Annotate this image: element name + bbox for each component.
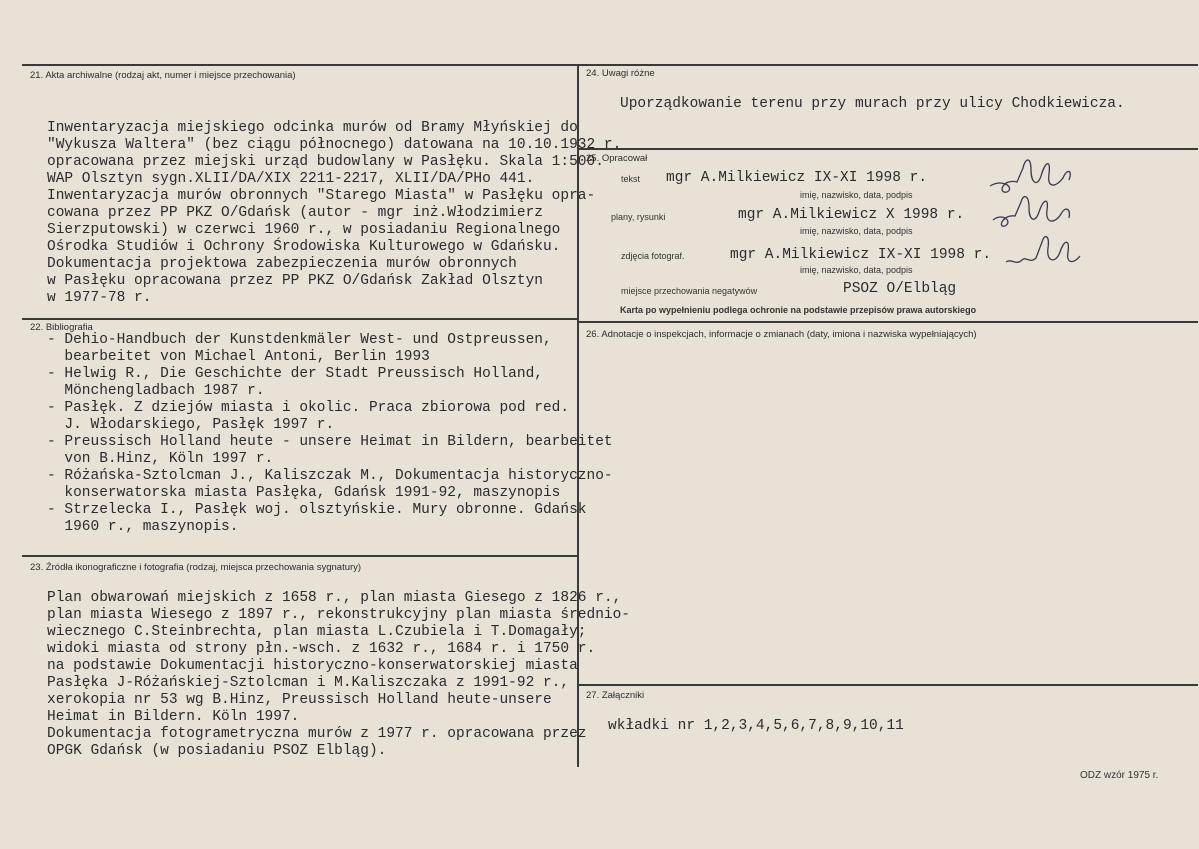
bibliography-line: J. Włodarskiego, Pasłęk 1997 r.	[47, 417, 335, 433]
bibliography-line: - Dehio-Handbuch der Kunstdenkmäler West- und Ostpreussen,	[47, 332, 552, 348]
archive-line: opracowana przez miejski urząd budowlany w Pasłęku. Skala 1:500.	[47, 154, 604, 170]
bibliography-line: bearbeitet von Michael Antoni, Berlin 1993	[47, 349, 430, 365]
signature-zdjecia	[1000, 228, 1110, 273]
section-25-label: 25. Opracował	[586, 153, 648, 164]
archive-line: w Pasłęku opracowana przez PP PKZ O/Gdańsk Zakład Olsztyn	[47, 273, 543, 289]
top-rule	[22, 64, 1198, 66]
row-tekst-value: mgr A.Milkiewicz IX-XI 1998 r.	[666, 170, 928, 186]
bibliography-line: 1960 r., maszynopis.	[47, 519, 239, 535]
archive-line: Sierzputowski) w czerwci 1960 r., w posiadaniu Regionalnego	[47, 222, 561, 238]
source-line: Heimat in Bildern. Köln 1997.	[47, 709, 300, 725]
source-line: OPGK Gdańsk (w posiadaniu PSOZ Elbląg).	[47, 743, 387, 759]
row-zdjecia-hint: imię, nazwisko, data, podpis	[800, 265, 913, 275]
bibliography-line: - Preussisch Holland heute - unsere Heimat in Bildern, bearbeitet	[47, 434, 613, 450]
row-tekst-hint: imię, nazwisko, data, podpis	[800, 190, 913, 200]
source-line: xerokopia nr 53 wg B.Hinz, Preussisch Holland heute-unsere	[47, 692, 552, 708]
archive-line: WAP Olsztyn sygn.XLII/DA/XIX 2211-2217, XLII/DA/PHo 441.	[47, 171, 535, 187]
rule-25-26	[578, 321, 1198, 323]
bibliography-line: von B.Hinz, Köln 1997 r.	[47, 451, 274, 467]
section-27-text: wkładki nr 1,2,3,4,5,6,7,8,9,10,11	[608, 718, 904, 734]
section-23-text	[47, 590, 630, 760]
source-line: Pasłęka J-Różańskiej-Sztolcman i M.Kaliszczaka z 1991-92 r.,	[47, 675, 570, 691]
copyright-notice: Karta po wypełnieniu podlega ochronie na podstawie przepisów prawa autorskiego	[620, 305, 977, 315]
section-21-text	[47, 120, 621, 307]
section-27-label: 27. Załączniki	[586, 690, 645, 701]
rule-22-23	[22, 555, 578, 557]
section-22-label: 22. Bibliografia	[30, 322, 93, 333]
row-zdjecia-key: zdjęcia fotograf.	[621, 251, 685, 261]
bibliography-line: - Strzelecka I., Pasłęk woj. olsztyńskie. Mury obronne. Gdańsk	[47, 502, 587, 518]
rule-24-25	[578, 148, 1198, 150]
row-plany-hint: imię, nazwisko, data, podpis	[800, 226, 913, 236]
source-line: na podstawie Dokumentacji historyczno-konserwatorskiej miasta	[47, 658, 578, 674]
row-zdjecia-value: mgr A.Milkiewicz IX-XI 1998 r.	[730, 247, 992, 263]
row-plany-value: mgr A.Milkiewicz X 1998 r.	[738, 207, 965, 223]
archive-line: cowana przez PP PKZ O/Gdańsk (autor - mgr inż.Włodzimierz	[47, 205, 543, 221]
section-26-label: 26. Adnotacje o inspekcjach, informacje o zmianach (daty, imiona i nazwiska wypełniających)	[586, 329, 977, 340]
source-line: widoki miasta od strony płn.-wsch. z 1632 r., 1684 r. i 1750 r.	[47, 641, 596, 657]
archive-line: w 1977-78 r.	[47, 290, 152, 306]
bibliography-line: - Helwig R., Die Geschichte der Stadt Preussisch Holland,	[47, 366, 543, 382]
source-line: Dokumentacja fotogrametryczna murów z 1977 r. opracowana przez	[47, 726, 587, 742]
source-line: plan miasta Wiesego z 1897 r., rekonstrukcyjny plan miasta średnio-	[47, 607, 630, 623]
rule-26-27	[578, 684, 1198, 686]
form-footer: ODZ wzór 1975 r.	[1080, 770, 1159, 781]
bibliography-line: konserwatorska miasta Pasłęka, Gdańsk 1991-92, maszynopis	[47, 485, 561, 501]
source-line: wiecznego C.Steinbrechta, plan miasta L.Czubiela i T.Domagały;	[47, 624, 587, 640]
section-22-text	[47, 332, 613, 536]
section-23-label: 23. Źródła ikonograficzne i fotografia (rodzaj, miejsca przechowania sygnatury)	[30, 562, 362, 573]
section-24-label: 24. Uwagi różne	[586, 68, 655, 79]
storage-value: PSOZ O/Elbląg	[843, 281, 957, 297]
bibliography-line: - Pasłęk. Z dziejów miasta i okolic. Praca zbiorowa pod red.	[47, 400, 570, 416]
section-24-text: Uporządkowanie terenu przy murach przy ulicy Chodkiewicza.	[620, 96, 1125, 112]
row-plany-key: plany, rysunki	[611, 212, 666, 222]
bibliography-line: Mönchengladbach 1987 r.	[47, 383, 265, 399]
archive-line: "Wykusza Waltera" (bez ciągu północnego) datowana na 10.10.1932 r.	[47, 137, 622, 153]
bibliography-line: - Różańska-Sztolcman J., Kaliszczak M., Dokumentacja historyczno-	[47, 468, 613, 484]
archive-line: Ośrodka Studiów i Ochrony Środowiska Kulturowego w Gdańsku.	[47, 239, 561, 255]
section-21-label: 21. Akta archiwalne (rodzaj akt, numer i miejsce przechowania)	[30, 70, 296, 81]
archive-line: Inwentaryzacja miejskiego odcinka murów od Bramy Młyńskiej do	[47, 120, 578, 136]
source-line: Plan obwarowań miejskich z 1658 r., plan miasta Giesego z 1826 r.,	[47, 590, 622, 606]
archive-line: Inwentaryzacja murów obronnych "Starego Miasta" w Pasłęku opra-	[47, 188, 596, 204]
rule-21-22	[22, 318, 578, 320]
row-tekst-key: tekst	[621, 174, 641, 184]
storage-label: miejsce przechowania negatywów	[621, 286, 758, 296]
archive-line: Dokumentacja projektowa zabezpieczenia murów obronnych	[47, 256, 517, 272]
